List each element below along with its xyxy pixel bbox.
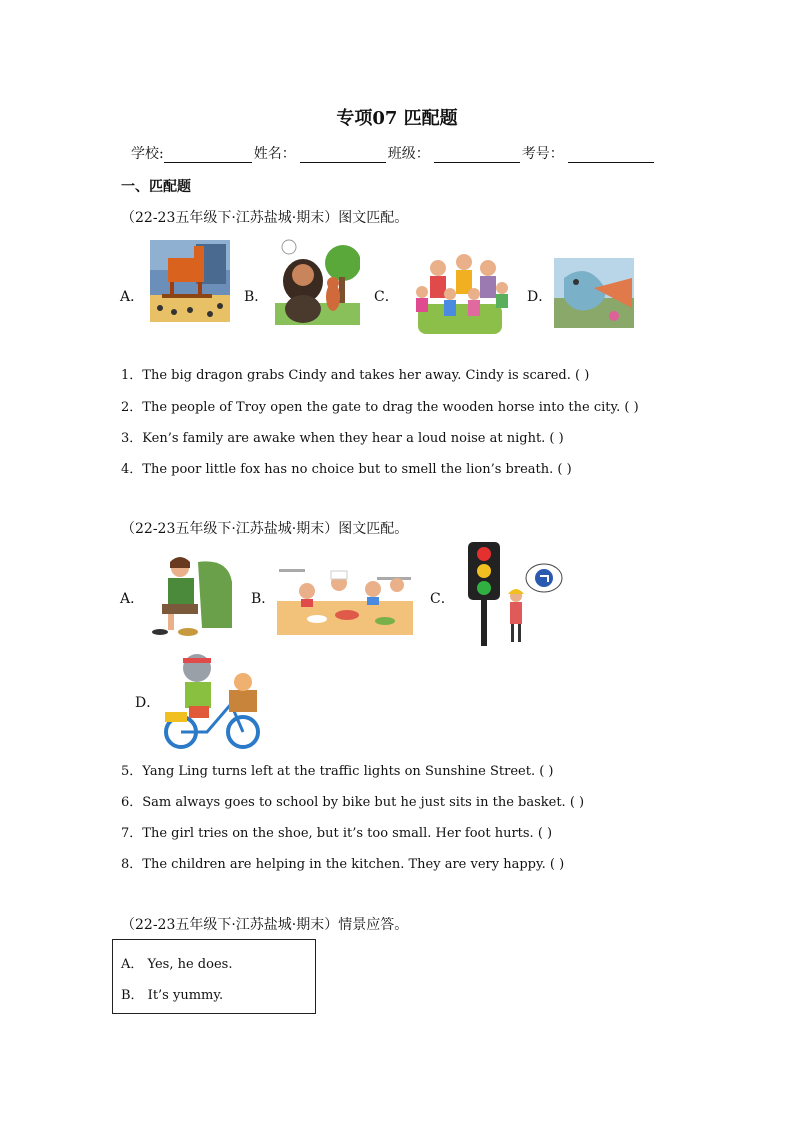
traffic-light-picture (464, 540, 564, 648)
number-blank[interactable] (568, 146, 654, 163)
lion-and-fox-picture (275, 237, 360, 325)
question-7: 7．The girl tries on the shoe, but it’s too small. Her foot hurts. ( ) (121, 826, 553, 841)
question-6: 6．Sam always goes to school by bike but he just sits in the basket. ( ) (121, 795, 585, 810)
family-photo-picture (408, 248, 512, 336)
section-heading: 一、匹配题 (121, 179, 191, 195)
dragon-picture (554, 258, 634, 328)
question-4: 4．The poor little fox has no choice but to smell the lion’s breath. ( ) (121, 462, 572, 477)
group1-label-b: B． (244, 289, 269, 305)
number-label: 考号： (521, 146, 564, 162)
student-info-line (131, 143, 656, 163)
answer-options-box (112, 939, 316, 1014)
option-b: B． It’s yummy. (121, 988, 224, 1003)
group2-label-d: D． (135, 695, 161, 711)
class-blank[interactable] (434, 146, 520, 163)
question-8: 8．The children are helping in the kitchen. They are very happy. ( ) (121, 857, 565, 872)
trojan-horse-picture (150, 240, 230, 322)
girl-trying-shoe-picture (148, 552, 236, 638)
group1-label-a: A． (120, 289, 145, 305)
cat-on-bike-picture (161, 648, 263, 752)
school-blank[interactable] (164, 146, 252, 163)
name-label: 姓名： (253, 146, 296, 162)
option-a: A． Yes, he does. (121, 957, 233, 972)
school-label: 学校: (131, 146, 164, 162)
question-1: 1．The big dragon grabs Cindy and takes her away. Cindy is scared. ( ) (121, 368, 590, 383)
group1-label-c: C． (374, 289, 399, 305)
question-2: 2．The people of Troy open the gate to drag the wooden horse into the city. ( ) (121, 400, 639, 415)
group1-source: （22-23五年级下·江苏盐城·期末）图文匹配。 (121, 210, 409, 226)
question-5: 5．Yang Ling turns left at the traffic lights on Sunshine Street. ( ) (121, 764, 554, 779)
children-kitchen-picture (277, 555, 413, 635)
group2-label-b: B． (251, 591, 276, 607)
question-3: 3．Ken’s family are awake when they hear a loud noise at night. ( ) (121, 431, 564, 446)
group2-source: （22-23五年级下·江苏盐城·期末）图文匹配。 (121, 521, 409, 537)
group3-source: （22-23五年级下·江苏盐城·期末）情景应答。 (121, 917, 409, 933)
class-label: 班级： (387, 146, 430, 162)
name-blank[interactable] (300, 146, 386, 163)
group2-label-c: C． (430, 591, 455, 607)
group2-label-a: A． (120, 591, 145, 607)
page-title: 专项07 匹配题 (336, 108, 458, 129)
group1-label-d: D． (527, 289, 553, 305)
